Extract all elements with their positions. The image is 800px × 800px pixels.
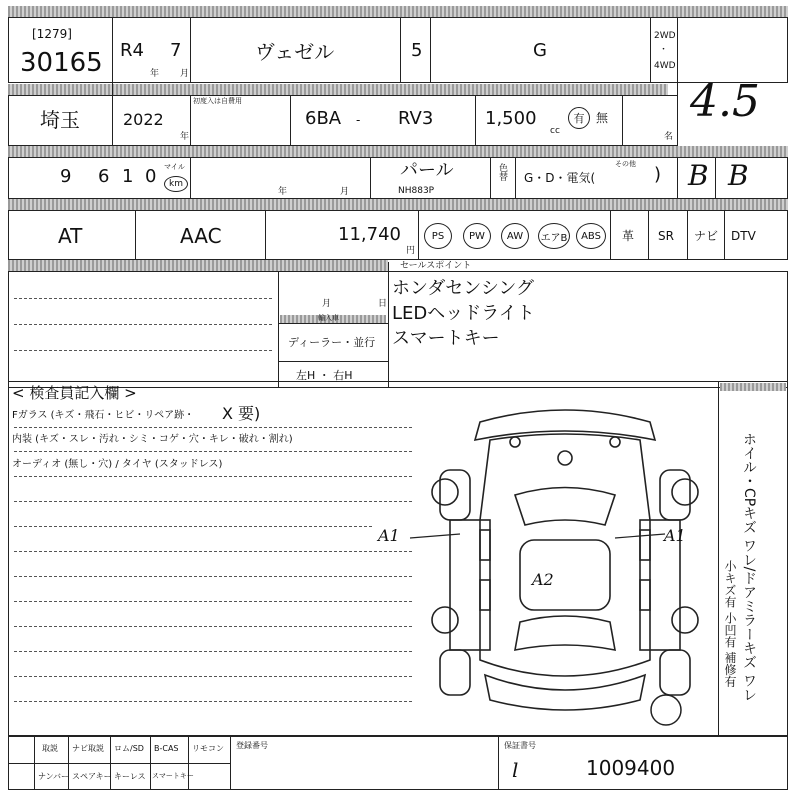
handwritten-score: 4.5 (690, 76, 760, 127)
door-count: 5 (411, 40, 423, 61)
yen-unit: 円 (406, 246, 416, 256)
recycle-fee: 11,740 (338, 224, 401, 245)
region: 埼玉 (40, 108, 80, 132)
footer-item-bcas: B-CAS (154, 744, 179, 753)
drive-dot: ・ (659, 45, 669, 55)
shaken-year: 年 (278, 187, 288, 197)
insp-month: 月 (322, 299, 332, 309)
footer-item-spare-key: スペアキー (72, 772, 112, 781)
equip-navi: ナビ (694, 229, 719, 243)
mark-a2: A2 (532, 570, 554, 589)
drive-2wd: 2WD (654, 31, 676, 41)
footer-label-a: 登録番号 (236, 741, 268, 750)
header-bar-5 (8, 260, 388, 271)
fuel-other: その他 (615, 160, 636, 168)
mark-a1-left: A1 (378, 526, 400, 545)
aircon: AAC (180, 224, 222, 248)
color-name: パール (400, 160, 454, 181)
side-note: ホイル・CPキズ ワレ/ドアミラーキズ ワレ (741, 432, 757, 702)
km-circle: km (164, 176, 188, 192)
lot-number: 30165 (20, 48, 103, 78)
spare-wheel-icon (648, 692, 684, 728)
mileage-digit-1: 9 (60, 166, 72, 187)
exterior-grade: B (728, 159, 749, 192)
header-bar-3 (8, 146, 788, 157)
year-era: R4 (120, 40, 144, 61)
insp-day: 日 (378, 299, 388, 309)
color-code: NH883P (398, 186, 435, 196)
import-label: 輸入車 (318, 314, 339, 322)
sales-point-1: ホンダセンシング (392, 278, 535, 299)
model-code-prefix: 6BA (305, 108, 342, 129)
lot-bracket: [1279] (32, 27, 72, 41)
footer-item-keyless: キーレス (114, 772, 146, 781)
fuel-types: G・D・電気( (524, 171, 596, 185)
equip-pw: PW (463, 223, 491, 249)
header-bar-1 (8, 6, 788, 17)
import-type: ディーラー・並行 (288, 336, 376, 349)
sales-point-header: セールスポイント (400, 261, 472, 271)
displacement: 1,500 (485, 108, 537, 129)
sales-point-2: LEDヘッドライト (392, 303, 535, 324)
mileage-digit-2: 6 (98, 166, 110, 187)
drive-4wd: 4WD (654, 61, 676, 71)
year-unit: 年 (150, 69, 160, 79)
car-diagram (420, 400, 710, 730)
footer-item-plate: ナンバー (38, 772, 70, 781)
equip-dtv: DTV (731, 229, 756, 243)
model-code: RV3 (398, 108, 434, 129)
equip-airbag: エアB (538, 223, 570, 249)
mile-label: マイル (164, 163, 185, 171)
transmission: AT (58, 224, 83, 248)
equip-ps: PS (424, 223, 452, 249)
month-unit: 月 (180, 69, 190, 79)
inspector-title: < 検査員記入欄 > (12, 384, 137, 402)
first-reg-nen: 年 (180, 132, 190, 142)
damage-pointer-lines (390, 520, 680, 560)
first-reg-label: 初度入は自費用 (193, 97, 242, 105)
insp-line-glass: Fガラス (キズ・飛石・ヒビ・リペア跡・ (12, 410, 195, 421)
header-bar-2 (8, 84, 668, 95)
sales-point-3: スマートキー (392, 328, 500, 349)
footer-item-smartkey: スマートキー (152, 772, 194, 780)
shaken-month: 月 (340, 187, 350, 197)
equip-sr: SR (658, 229, 674, 243)
reg-month: 7 (170, 40, 182, 61)
insp-line-audio: オーディオ (無し・穴) / タイヤ (スタッドレス) (12, 459, 223, 470)
grade: G (533, 40, 547, 61)
first-reg-year: 2022 (123, 110, 164, 129)
footer-item-rom: ロム/SD (114, 744, 144, 753)
side-note-small: 小キズ有 小凹有 補修有 (723, 560, 737, 688)
nashi-label: 無 (596, 111, 609, 125)
header-bar-4 (8, 199, 788, 210)
equip-abs: ABS (576, 223, 606, 249)
capacity-unit: 名 (664, 132, 674, 142)
footer-mark: l (512, 758, 519, 782)
mileage-digit-4: 0 (145, 166, 157, 187)
insp-line-glass-mark: X 要) (222, 404, 261, 423)
equip-leather: 革 (622, 229, 635, 243)
ari-circle: 有 (568, 107, 590, 129)
cc-unit: cc (550, 126, 560, 136)
footer-label-b: 保証書号 (504, 741, 536, 750)
model-code-dash: - (356, 113, 361, 127)
interior-grade: B (688, 159, 709, 192)
color-change-label: 色替 (497, 163, 507, 181)
model-name: ヴェゼル (255, 40, 335, 64)
footer-item-navi-manual: ナビ取説 (72, 744, 104, 753)
footer-number: 1009400 (586, 756, 676, 780)
footer-item-remote: リモコン (192, 744, 224, 753)
footer-item-manual: 取説 (42, 744, 58, 753)
mark-a1-right: A1 (664, 526, 686, 545)
handle-side: 左H ・ 右H (296, 369, 353, 382)
mileage-digit-3: 1 (122, 166, 134, 187)
fuel-close: ) (654, 164, 662, 185)
equip-aw: AW (501, 223, 529, 249)
insp-line-interior: 内装 (キズ・スレ・汚れ・シミ・コゲ・穴・キレ・破れ・割れ) (12, 434, 293, 445)
